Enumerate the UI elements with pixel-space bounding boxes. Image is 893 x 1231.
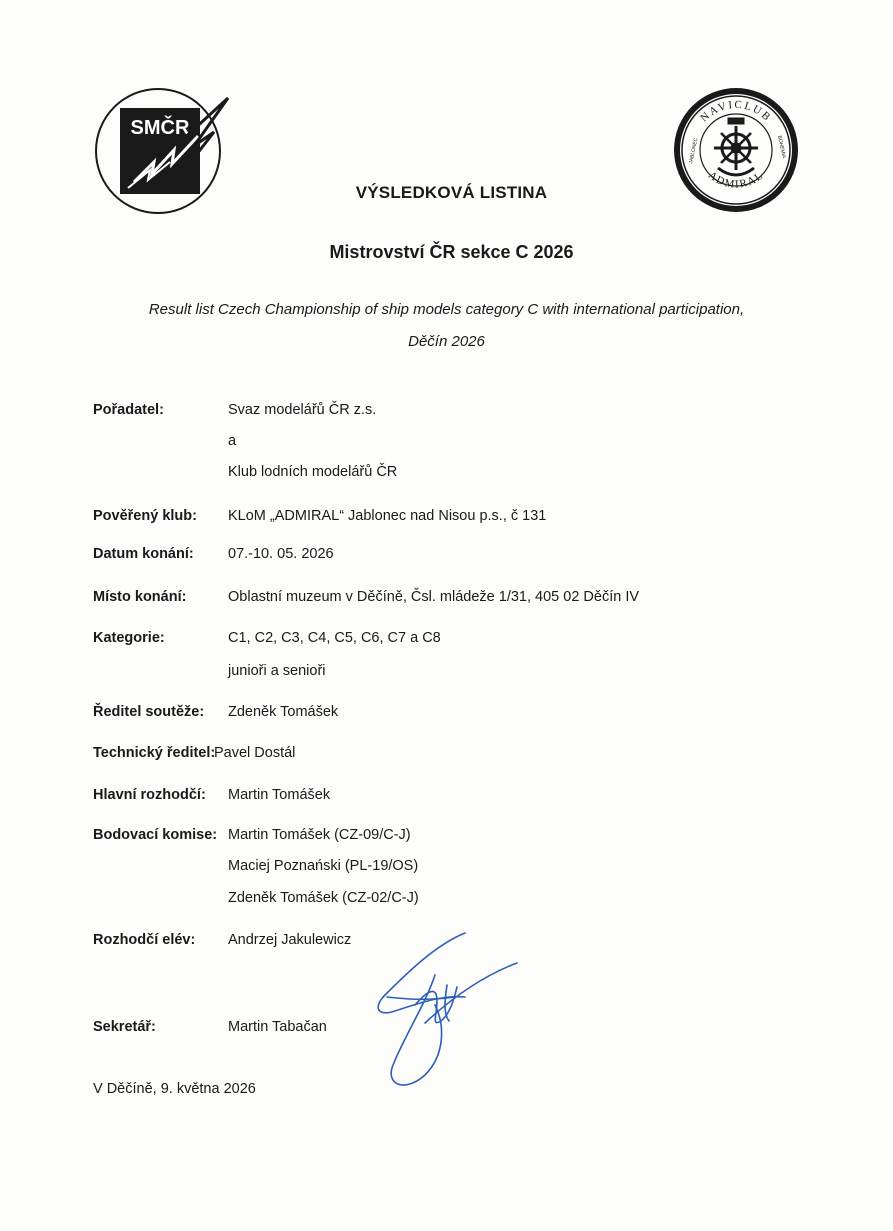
kategorie-value-1: C1, C2, C3, C4, C5, C6, C7 a C8 — [228, 630, 441, 646]
datum-label: Datum konání: — [93, 546, 194, 562]
hlavni-label: Hlavní rozhodčí: — [93, 787, 206, 803]
document-subtitle: Mistrovství ČR sekce C 2026 — [329, 242, 574, 262]
poradatel-label: Pořadatel: — [93, 402, 164, 418]
reditel-value: Zdeněk Tomášek — [228, 704, 339, 720]
technicky-label: Technický ředitel: — [93, 745, 216, 761]
sekretar-value: Martin Tabačan — [228, 1019, 327, 1035]
english-line-2: Děčín 2026 — [408, 333, 485, 350]
handwritten-signature — [365, 925, 525, 1095]
smcr-logo-text: SMČR — [130, 117, 190, 139]
elev-label: Rozhodčí elév: — [93, 932, 196, 948]
kategorie-value-2: junioři a senioři — [228, 663, 326, 679]
place-date: V Děčíně, 9. května 2026 — [93, 1081, 256, 1097]
poradatel-value-2: a — [228, 433, 237, 449]
document-title: VÝSLEDKOVÁ LISTINA — [355, 183, 548, 202]
misto-value: Oblastní muzeum v Děčíně, Čsl. mládeže 1/31, 405 02 Děčín IV — [228, 589, 640, 605]
poradatel-value-3: Klub lodních modelářů ČR — [228, 464, 398, 480]
povereny-klub-value: KLoM „ADMIRAL“ Jablonec nad Nisou p.s., č 131 — [228, 508, 547, 524]
english-description — [0, 294, 893, 358]
poradatel-value-1: Svaz modelářů ČR z.s. — [228, 402, 377, 418]
povereny-klub-label: Pověřený klub: — [93, 508, 197, 524]
naviclub-bottom-text: ADMIRAL — [705, 169, 767, 191]
naviclub-right-text: BOHEMIA — [776, 135, 787, 159]
hlavni-value: Martin Tomášek — [228, 787, 331, 803]
technicky-value: Pavel Dostál — [214, 745, 296, 761]
bodovaci-value-2: Maciej Poznański (PL-19/OS) — [228, 858, 419, 874]
english-line-1: Result list Czech Championship of ship models category C with international participation, — [148, 301, 745, 318]
naviclub-top-text: NAVICLUB — [698, 98, 774, 125]
bodovaci-value-3: Zdeněk Tomášek (CZ-02/C-J) — [228, 890, 419, 906]
sekretar-label: Sekretář: — [93, 1019, 156, 1035]
naviclub-left-text: JABLONEC — [688, 137, 700, 165]
datum-value: 07.-10. 05. 2026 — [228, 546, 334, 562]
elev-value: Andrzej Jakulewicz — [228, 932, 352, 948]
misto-label: Místo konání: — [93, 589, 187, 605]
reditel-label: Ředitel soutěže: — [93, 704, 205, 720]
kategorie-label: Kategorie: — [93, 630, 165, 646]
bodovaci-value-1: Martin Tomášek (CZ-09/C-J) — [228, 827, 411, 843]
bodovaci-label: Bodovací komise: — [93, 827, 218, 843]
